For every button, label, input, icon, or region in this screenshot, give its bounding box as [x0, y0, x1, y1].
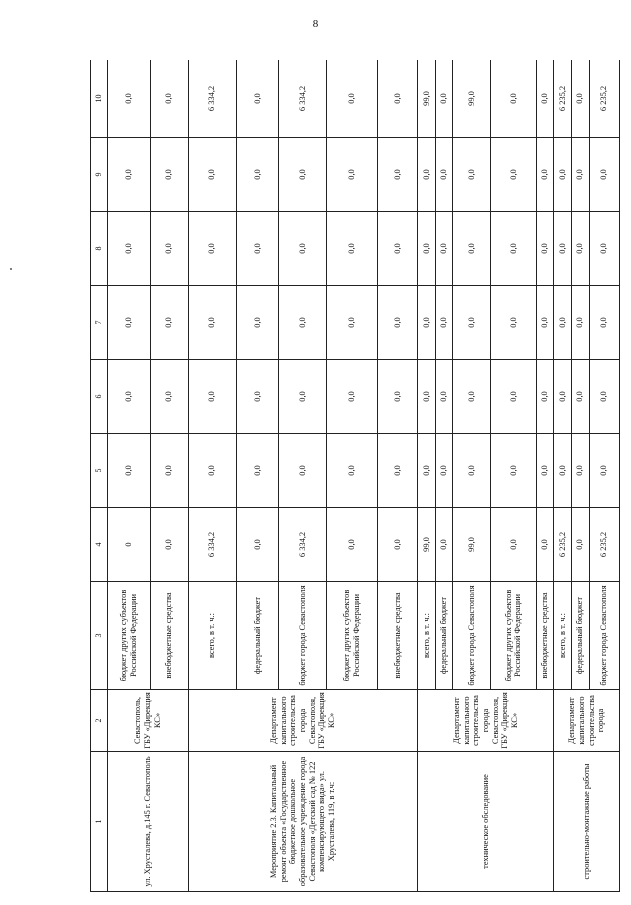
amount-cell: 0,0	[418, 434, 436, 508]
amount-cell: 0,0	[150, 434, 188, 508]
amount-cell: 0,0	[188, 212, 236, 286]
funding-source-cell: внебюджетные средства	[536, 582, 554, 690]
col-header: 7	[91, 286, 108, 360]
amount-cell: 0,0	[491, 212, 536, 286]
amount-cell: 0,0	[327, 212, 377, 286]
amount-cell: 0,0	[188, 434, 236, 508]
amount-cell: 0,0	[279, 212, 327, 286]
amount-cell: 0,0	[236, 212, 279, 286]
amount-cell: 0,0	[491, 138, 536, 212]
amount-cell: 0,0	[571, 508, 589, 582]
amount-cell: 0,0	[236, 508, 279, 582]
amount-cell: 0,0	[236, 360, 279, 434]
amount-cell: 6 334,2	[279, 508, 327, 582]
amount-cell: 0,0	[554, 434, 572, 508]
amount-cell: 6 334,2	[279, 60, 327, 138]
amount-cell: 0,0	[571, 212, 589, 286]
col-header: 8	[91, 212, 108, 286]
funding-source-cell: федеральный бюджет	[435, 582, 453, 690]
amount-cell: 0,0	[377, 212, 417, 286]
amount-cell: 0,0	[418, 360, 436, 434]
amount-cell: 0,0	[377, 286, 417, 360]
col-header: 9	[91, 138, 108, 212]
amount-cell: 0,0	[435, 360, 453, 434]
funding-source-cell: федеральный бюджет	[236, 582, 279, 690]
amount-cell: 0,0	[188, 138, 236, 212]
amount-cell: 0,0	[536, 286, 554, 360]
amount-cell: 0,0	[536, 508, 554, 582]
amount-cell: 0,0	[188, 360, 236, 434]
amount-cell: 6 334,2	[188, 508, 236, 582]
col-header: 3	[91, 582, 108, 690]
funding-source-cell: бюджет других субъектов Российской Федерации	[491, 582, 536, 690]
amount-cell: 0,0	[554, 138, 572, 212]
scan-speck	[10, 268, 12, 270]
amount-cell: 0,0	[377, 434, 417, 508]
measure-cell: техническое обследование	[418, 752, 554, 892]
amount-cell: 0,0	[377, 138, 417, 212]
amount-cell: 0,0	[108, 286, 151, 360]
amount-cell: 0,0	[536, 434, 554, 508]
funding-source-cell: бюджет других субъектов Российской Федерации	[108, 582, 151, 690]
amount-cell: 0,0	[589, 360, 619, 434]
amount-cell: 0,0	[571, 138, 589, 212]
table-row	[554, 60, 572, 892]
amount-cell: 0,0	[108, 138, 151, 212]
amount-cell: 0,0	[536, 60, 554, 138]
funding-source-cell: бюджет других субъектов Российской Федерации	[327, 582, 377, 690]
amount-cell: 0,0	[279, 360, 327, 434]
amount-cell: 0	[108, 508, 151, 582]
amount-cell: 0,0	[491, 434, 536, 508]
amount-cell: 6 334,2	[188, 60, 236, 138]
table-row	[188, 60, 236, 892]
amount-cell: 0,0	[589, 286, 619, 360]
amount-cell: 0,0	[491, 286, 536, 360]
amount-cell: 0,0	[327, 60, 377, 138]
amount-cell: 0,0	[236, 138, 279, 212]
amount-cell: 0,0	[327, 508, 377, 582]
funding-source-cell: федеральный бюджет	[571, 582, 589, 690]
amount-cell: 0,0	[435, 508, 453, 582]
amount-cell: 0,0	[150, 360, 188, 434]
amount-cell: 0,0	[554, 212, 572, 286]
amount-cell: 0,0	[589, 434, 619, 508]
amount-cell: 0,0	[435, 60, 453, 138]
amount-cell: 0,0	[536, 138, 554, 212]
table-body	[108, 60, 620, 892]
amount-cell: 0,0	[491, 60, 536, 138]
amount-cell: 0,0	[453, 138, 491, 212]
funding-source-cell: всего, в т. ч.:	[188, 582, 236, 690]
amount-cell: 0,0	[418, 286, 436, 360]
amount-cell: 0,0	[188, 286, 236, 360]
landscape-canvas	[90, 60, 620, 892]
amount-cell: 0,0	[536, 360, 554, 434]
amount-cell: 0,0	[327, 434, 377, 508]
amount-cell: 0,0	[327, 286, 377, 360]
amount-cell: 0,0	[108, 60, 151, 138]
amount-cell: 0,0	[377, 60, 417, 138]
rotated-table-wrapper	[90, 60, 620, 892]
amount-cell: 0,0	[571, 434, 589, 508]
col-header: 10	[91, 60, 108, 138]
amount-cell: 0,0	[571, 286, 589, 360]
executor-cell: Департамент капитального строительства города	[554, 690, 620, 752]
col-header: 2	[91, 690, 108, 752]
funding-source-cell: бюджет города Севастополя	[453, 582, 491, 690]
column-number-row	[91, 60, 108, 892]
amount-cell: 6 235,2	[554, 508, 572, 582]
amount-cell: 0,0	[418, 138, 436, 212]
amount-cell: 0,0	[150, 508, 188, 582]
amount-cell: 0,0	[589, 138, 619, 212]
budget-table	[90, 60, 620, 892]
amount-cell: 0,0	[536, 212, 554, 286]
amount-cell: 0,0	[435, 138, 453, 212]
amount-cell: 0,0	[150, 60, 188, 138]
amount-cell: 0,0	[435, 434, 453, 508]
funding-source-cell: внебюджетные средства	[150, 582, 188, 690]
amount-cell: 0,0	[108, 434, 151, 508]
amount-cell: 0,0	[108, 360, 151, 434]
table-row	[418, 60, 436, 892]
amount-cell: 0,0	[279, 434, 327, 508]
amount-cell: 0,0	[453, 434, 491, 508]
funding-source-cell: бюджет города Севастополя	[589, 582, 619, 690]
amount-cell: 0,0	[236, 286, 279, 360]
col-header: 4	[91, 508, 108, 582]
amount-cell: 0,0	[571, 360, 589, 434]
amount-cell: 0,0	[150, 138, 188, 212]
executor-cell: Севастополь, ГБУ «Дирекция КС»	[108, 690, 189, 752]
page-number: 8	[312, 18, 319, 30]
amount-cell: 0,0	[589, 212, 619, 286]
executor-cell: Департамент капитального строительства города Севастополя, ГБУ «Дирекция КС»	[188, 690, 417, 752]
amount-cell: 6 235,2	[589, 60, 619, 138]
amount-cell: 99,0	[418, 60, 436, 138]
amount-cell: 0,0	[491, 508, 536, 582]
amount-cell: 0,0	[279, 286, 327, 360]
amount-cell: 0,0	[435, 286, 453, 360]
col-header: 6	[91, 360, 108, 434]
table-row	[108, 60, 151, 892]
amount-cell: 0,0	[435, 212, 453, 286]
amount-cell: 6 235,2	[554, 60, 572, 138]
measure-cell: ул. Хрусталева, д.145 г. Севастополь	[108, 752, 189, 892]
measure-cell: строительно-монтажные работы	[554, 752, 620, 892]
amount-cell: 0,0	[279, 138, 327, 212]
amount-cell: 99,0	[453, 60, 491, 138]
amount-cell: 0,0	[236, 60, 279, 138]
amount-cell: 0,0	[554, 286, 572, 360]
amount-cell: 0,0	[236, 434, 279, 508]
amount-cell: 0,0	[491, 360, 536, 434]
col-header: 5	[91, 434, 108, 508]
funding-source-cell: всего, в т. ч.:	[418, 582, 436, 690]
amount-cell: 0,0	[453, 212, 491, 286]
amount-cell: 0,0	[418, 212, 436, 286]
amount-cell: 0,0	[571, 60, 589, 138]
col-header: 1	[91, 752, 108, 892]
amount-cell: 0,0	[377, 508, 417, 582]
amount-cell: 99,0	[453, 508, 491, 582]
measure-cell: Мероприятие 2.3. Капитальный ремонт объекта «Государственное бюджетное дошкольное образовательное учреждение города Севастополя «Детский сад № 122 компенсирующего вида» ул. Хрусталева, 119, в т.ч:	[188, 752, 417, 892]
amount-cell: 0,0	[150, 286, 188, 360]
amount-cell: 0,0	[453, 360, 491, 434]
amount-cell: 0,0	[108, 212, 151, 286]
executor-cell: Департамент капитального строительства города Севастополя, ГБУ «Дирекция КС»	[418, 690, 554, 752]
amount-cell: 99,0	[418, 508, 436, 582]
amount-cell: 0,0	[554, 360, 572, 434]
amount-cell: 0,0	[327, 138, 377, 212]
amount-cell: 0,0	[327, 360, 377, 434]
funding-source-cell: всего, в т. ч.:	[554, 582, 572, 690]
amount-cell: 0,0	[453, 286, 491, 360]
amount-cell: 0,0	[377, 360, 417, 434]
funding-source-cell: бюджет города Севастополя	[279, 582, 327, 690]
funding-source-cell: внебюджетные средства	[377, 582, 417, 690]
amount-cell: 0,0	[150, 212, 188, 286]
amount-cell: 6 235,2	[589, 508, 619, 582]
